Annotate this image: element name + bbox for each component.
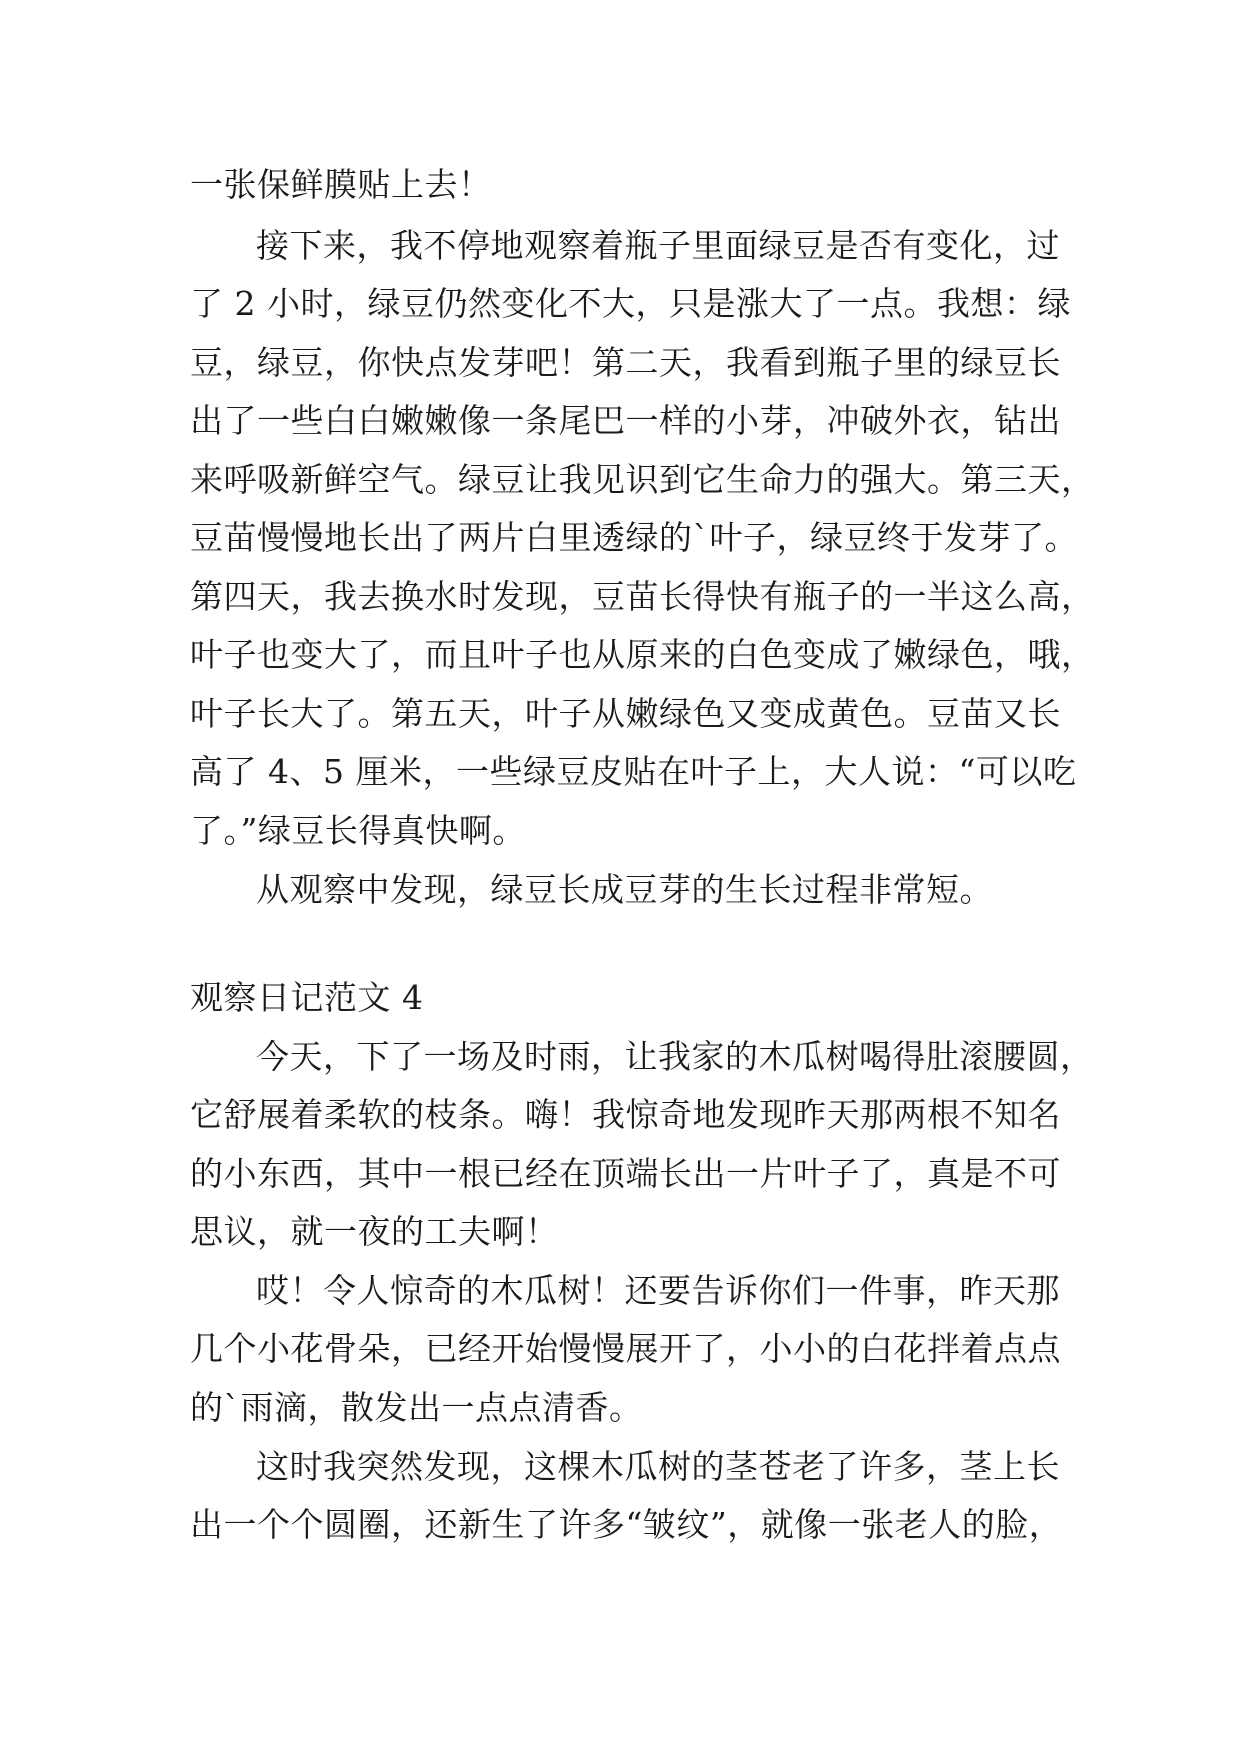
text-line: 了。”绿豆长得真快啊。 xyxy=(190,811,526,850)
text-line: 出一个个圆圈，还新生了许多“皱纹”，就像一张老人的脸， xyxy=(190,1505,1063,1544)
paragraph-start: 从观察中发现，绿豆长成豆芽的生长过程非常短。 xyxy=(256,870,993,909)
text-line: 了 2 小时，绿豆仍然变化不大，只是涨大了一点。我想：绿 xyxy=(190,284,1071,323)
paragraph-start: 接下来，我不停地观察着瓶子里面绿豆是否有变化，过 xyxy=(256,226,1060,265)
text-line: 第四天，我去换水时发现，豆苗长得快有瓶子的一半这么高， xyxy=(190,577,1095,616)
paragraph-start: 哎！令人惊奇的木瓜树！还要告诉你们一件事，昨天那 xyxy=(256,1271,1060,1310)
text-line: 几个小花骨朵，已经开始慢慢展开了，小小的白花拌着点点 xyxy=(190,1329,1061,1368)
text-line: 叶子也变大了，而且叶子也从原来的白色变成了嫩绿色，哦， xyxy=(190,635,1095,674)
text-line: 一张保鲜膜贴上去！ xyxy=(190,165,492,204)
text-line: 叶子长大了。第五天，叶子从嫩绿色又变成黄色。豆苗又长 xyxy=(190,694,1061,733)
paragraph-start: 这时我突然发现，这棵木瓜树的茎苍老了许多，茎上长 xyxy=(256,1447,1060,1486)
text-line: 的`雨滴，散发出一点点清香。 xyxy=(190,1388,643,1427)
text-line: 来呼吸新鲜空气。绿豆让我见识到它生命力的强大。第三天， xyxy=(190,460,1095,499)
paragraph-start: 今天，下了一场及时雨，让我家的木瓜树喝得肚滚腰圆， xyxy=(256,1037,1094,1076)
text-line: 出了一些白白嫩嫩像一条尾巴一样的小芽，冲破外衣，钻出 xyxy=(190,401,1061,440)
text-line: 的小东西，其中一根已经在顶端长出一片叶子了，真是不可 xyxy=(190,1154,1061,1193)
section-heading: 观察日记范文 4 xyxy=(190,978,424,1017)
text-line: 它舒展着柔软的枝条。嗨！我惊奇地发现昨天那两根不知名 xyxy=(190,1095,1061,1134)
text-line: 豆苗慢慢地长出了两片白里透绿的`叶子，绿豆终于发芽了。 xyxy=(190,518,1078,557)
text-line: 豆，绿豆，你快点发芽吧！第二天，我看到瓶子里的绿豆长 xyxy=(190,343,1061,382)
text-line: 思议，就一夜的工夫啊！ xyxy=(190,1212,559,1251)
text-line: 高了 4、5 厘米，一些绿豆皮贴在叶子上，大人说：“可以吃 xyxy=(190,752,1077,791)
